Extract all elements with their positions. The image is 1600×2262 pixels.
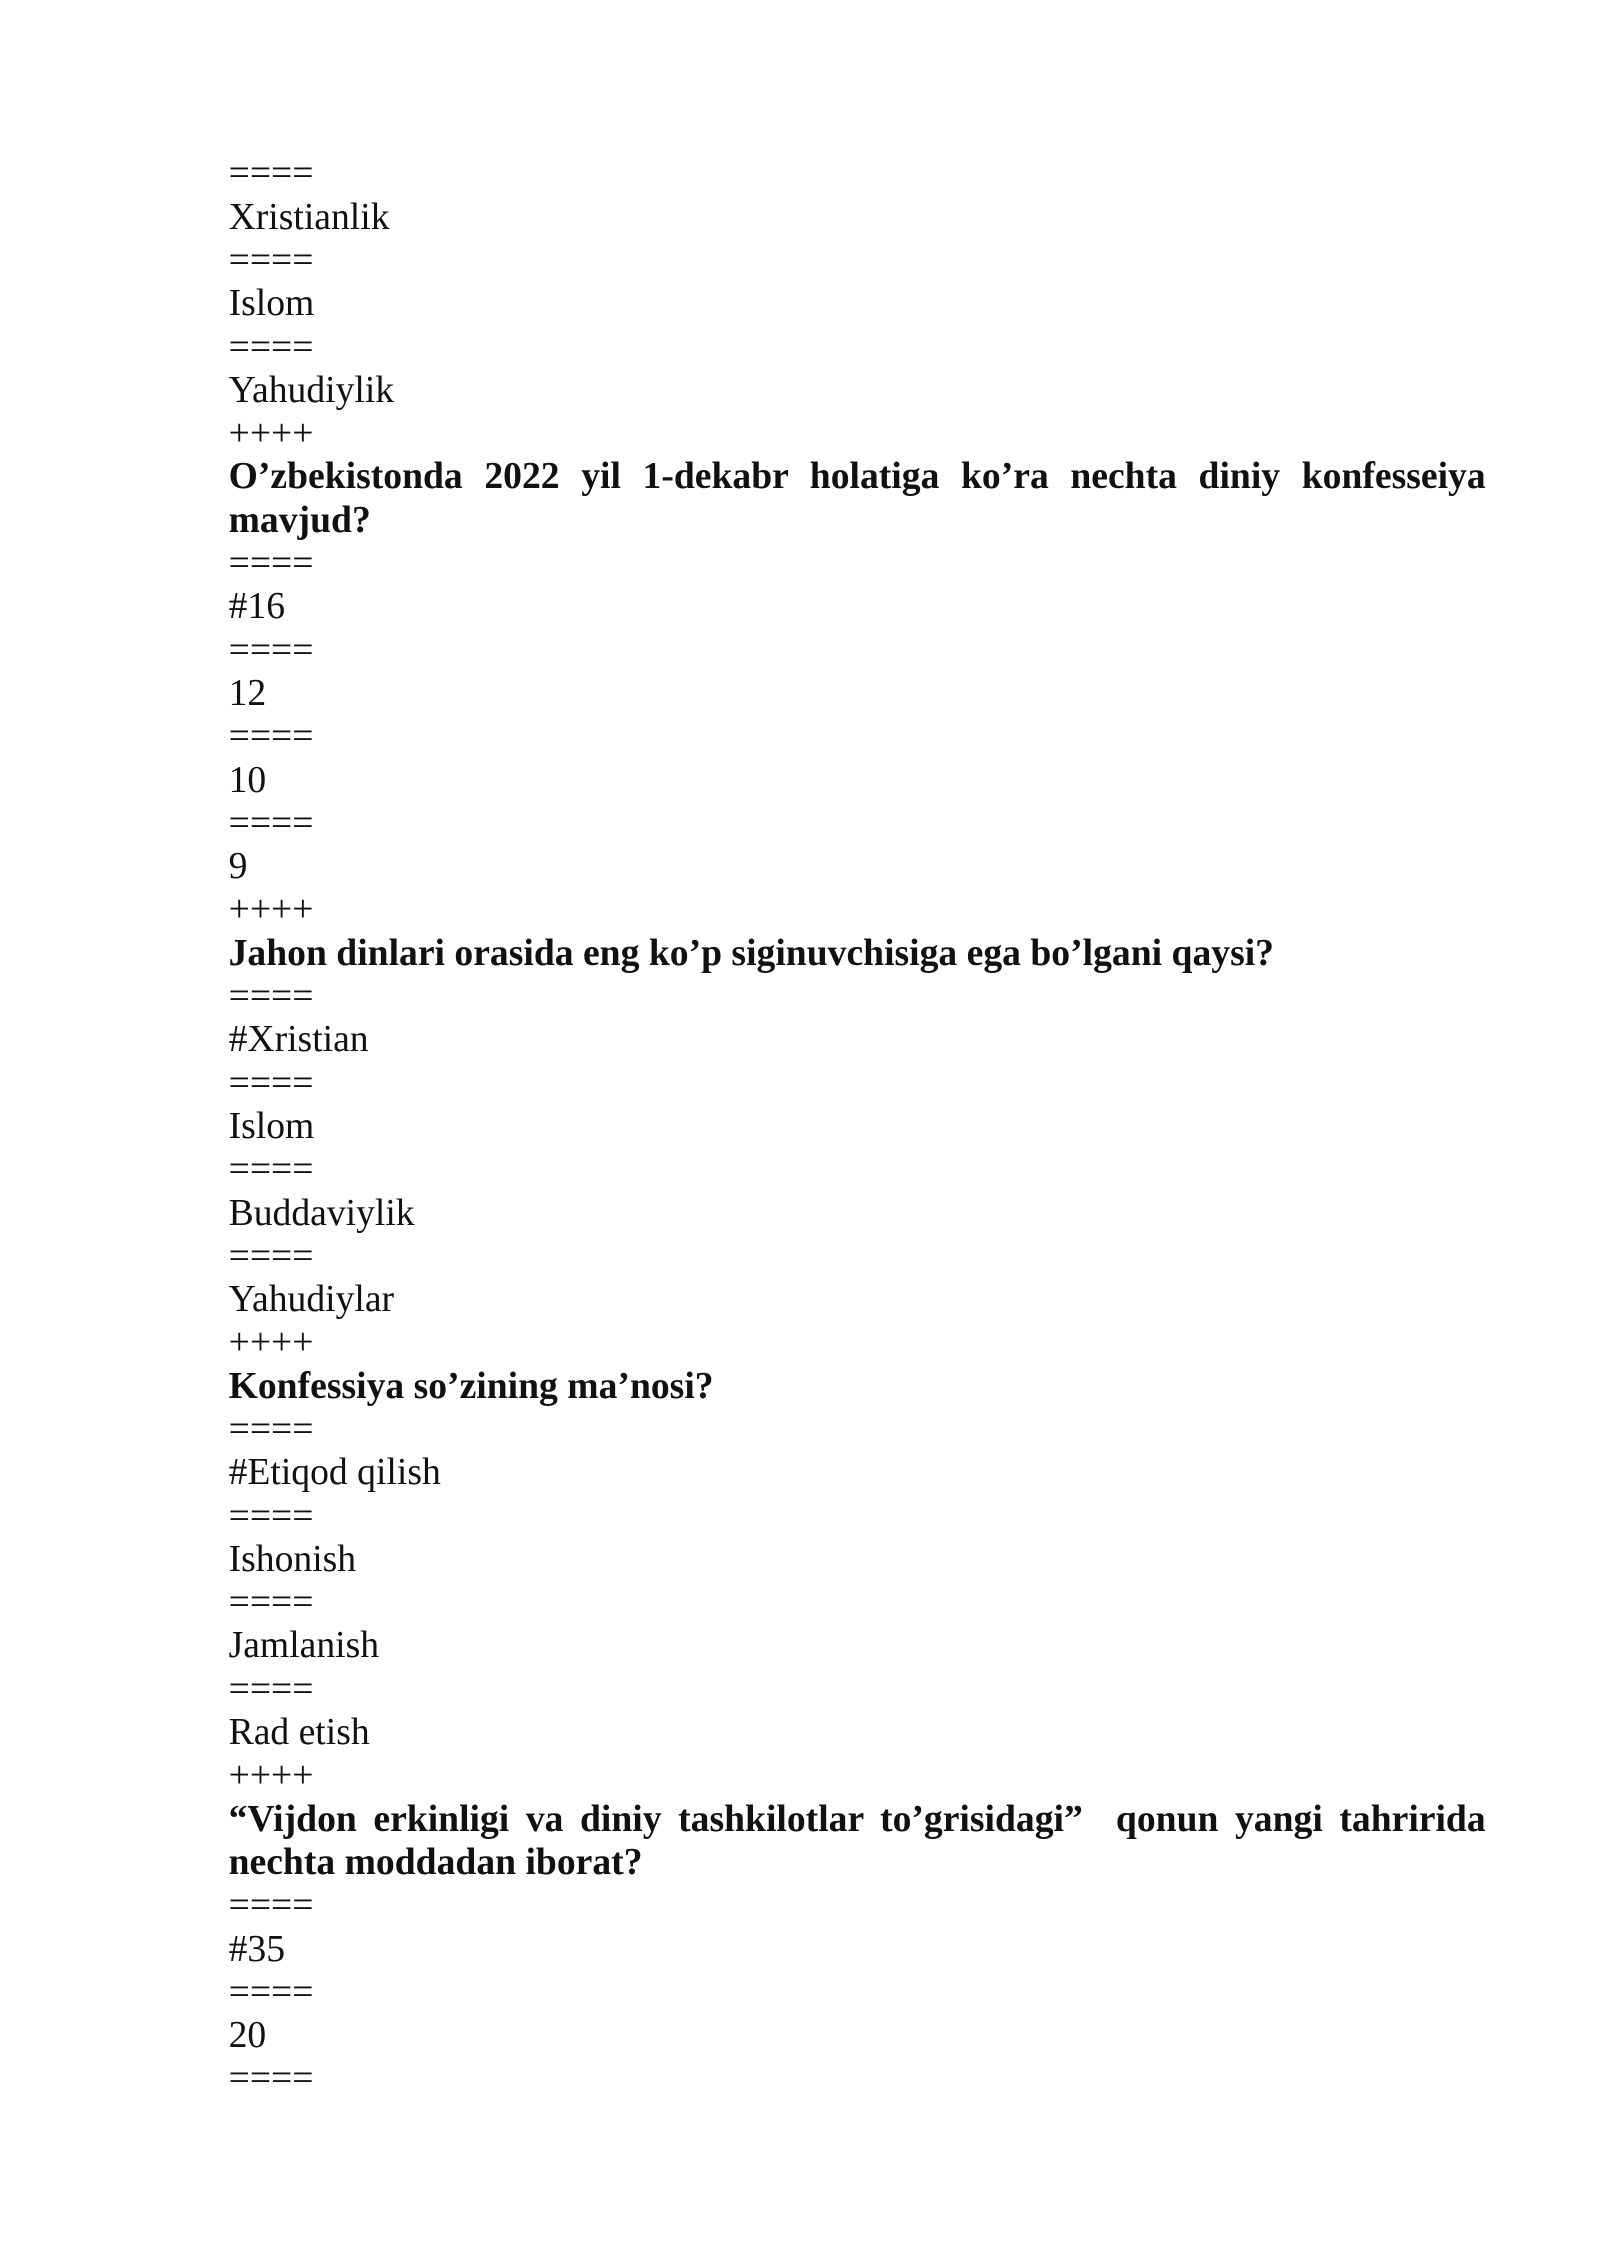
answer-option-correct: #35 bbox=[228, 1927, 286, 1970]
option-separator: ==== bbox=[228, 1581, 314, 1624]
option-separator: ==== bbox=[228, 1408, 314, 1450]
option-separator: ==== bbox=[228, 1061, 314, 1104]
option-separator: ==== bbox=[228, 801, 314, 844]
answer-option-correct: #16 bbox=[228, 585, 286, 628]
answer-option: Islom bbox=[228, 1104, 315, 1147]
question-text: “Vijdon erkinligi va diniy tashkilotlar to’grisidagi” qonun yangi tahririda nechta moddadan iborat? bbox=[228, 1797, 1496, 1883]
option-separator: ==== bbox=[228, 2057, 314, 2100]
question-block bbox=[228, 1754, 1496, 2100]
question-block bbox=[229, 888, 1486, 1321]
previous-question-options bbox=[229, 152, 1486, 412]
answer-option: Islom bbox=[228, 282, 315, 325]
answer-option: 20 bbox=[228, 2014, 267, 2057]
answer-option: Xristianlik bbox=[228, 195, 390, 238]
option-separator: ==== bbox=[228, 1494, 314, 1537]
answer-option-correct: #Xristian bbox=[228, 1018, 369, 1061]
option-separator: ==== bbox=[228, 628, 314, 671]
option-separator: ==== bbox=[228, 1884, 314, 1927]
question-marker: ++++ bbox=[228, 1754, 314, 1797]
option-separator: ==== bbox=[228, 152, 314, 195]
option-separator: ==== bbox=[228, 325, 314, 368]
answer-option: Yahudiylar bbox=[228, 1278, 395, 1321]
question-block bbox=[229, 1321, 1486, 1754]
option-separator: ==== bbox=[228, 715, 314, 758]
question-block bbox=[228, 412, 1496, 888]
answer-option-correct: #Etiqod qilish bbox=[228, 1451, 441, 1494]
answer-option: Ishonish bbox=[228, 1537, 357, 1580]
answer-option: 10 bbox=[228, 758, 267, 801]
question-text: O’zbekistonda 2022 yil 1-dekabr holatiga ko’ra nechta diniy konfesseiya mavjud? bbox=[228, 455, 1496, 541]
question-text: Konfessiya so’zining ma’nosi? bbox=[228, 1364, 714, 1407]
option-separator: ==== bbox=[228, 542, 314, 585]
option-separator: ==== bbox=[228, 1234, 314, 1277]
question-marker: ++++ bbox=[228, 1321, 314, 1364]
question-text: Jahon dinlari orasida eng ko’p siginuvchisiga ega bo’lgani qaysi? bbox=[228, 931, 1274, 974]
answer-option: Jamlanish bbox=[228, 1624, 380, 1667]
answer-option: Rad etish bbox=[228, 1711, 370, 1754]
option-separator: ==== bbox=[228, 975, 314, 1018]
option-separator: ==== bbox=[228, 1667, 314, 1710]
answer-option: 9 bbox=[228, 845, 248, 888]
answer-option: Buddaviylik bbox=[228, 1191, 415, 1234]
answer-option: 12 bbox=[228, 671, 267, 714]
question-marker: ++++ bbox=[228, 888, 314, 931]
answer-option: Yahudiylik bbox=[228, 368, 395, 411]
question-marker: ++++ bbox=[228, 412, 314, 455]
option-separator: ==== bbox=[228, 238, 314, 281]
option-separator: ==== bbox=[228, 1970, 314, 2013]
document-page bbox=[228, 152, 1496, 2100]
option-separator: ==== bbox=[228, 1148, 314, 1191]
